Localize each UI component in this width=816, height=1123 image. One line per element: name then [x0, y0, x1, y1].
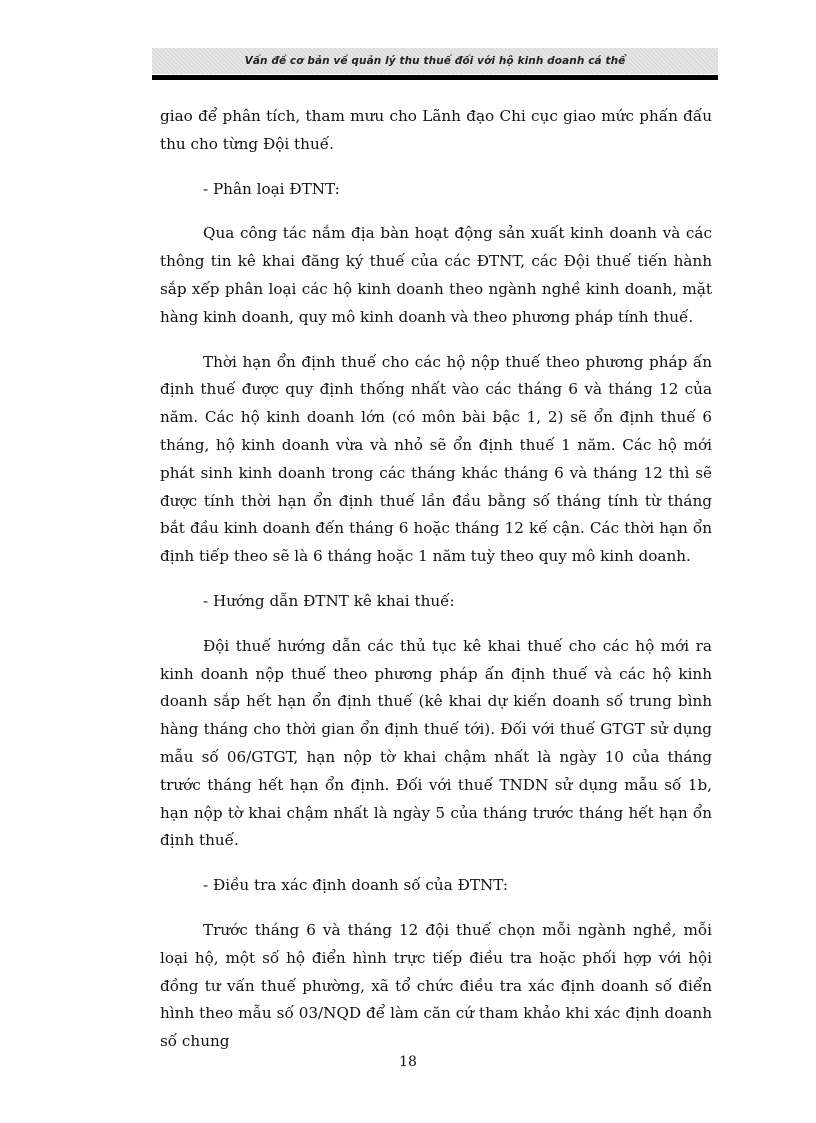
paragraph-continuation: giao để phân tích, tham mưu cho Lãnh đạo Chi cục giao mức phấn đấu thu cho từng Đội thuế.: [160, 107, 712, 153]
section-heading-classification: - Phân loại ĐTNT:: [203, 179, 340, 198]
section-heading-declaration-guidance: - Hướng dẫn ĐTNT kê khai thuế:: [203, 591, 455, 610]
running-header-title: Vấn đề cơ bản về quản lý thu thuế đối với hộ kinh doanh cá thể: [244, 55, 626, 67]
page-number: 18: [399, 1054, 417, 1070]
header-rule: [152, 75, 718, 80]
paragraph-revenue-survey: Trước tháng 6 và tháng 12 đội thuế chọn mỗi ngành nghề, mỗi loại hộ, một số hộ điển hình trực tiếp điều tra hoặc phối hợp với hội đồng tư vấn thuế phường, xã tổ chức điều tra xác định doanh số điển hình theo mẫu số 03/NQD để làm căn cứ tham khảo khi xác định doanh số chung: [160, 920, 712, 1051]
paragraph-declaration-guidance: Đội thuế hướng dẫn các thủ tục kê khai thuế cho các hộ mới ra kinh doanh nộp thuế theo phương pháp ấn định thuế và các hộ kinh doanh sắp hết hạn ổn định thuế (kê khai dự kiến doanh số trung bình hàng tháng cho thời gian ổn định thuế tới). Đối với thuế GTGT sử dụng mẫu số 06/GTGT, hạn nộp tờ khai chậm nhất là ngày 10 của tháng trước tháng hết hạn ổn định. Đối với thuế TNDN sử dụng mẫu số 1b, hạn nộp tờ khai chậm nhất là ngày 5 của tháng trước tháng hết hạn ổn định thuế.: [160, 636, 712, 850]
paragraph-stabilization-period: Thời hạn ổn định thuế cho các hộ nộp thuế theo phương pháp ấn định thuế được quy định thống nhất vào các tháng 6 và tháng 12 của năm. Các hộ kinh doanh lớn (có môn bài bậc 1, 2) sẽ ổn định thuế 6 tháng, hộ kinh doanh vừa và nhỏ sẽ ổn định thuế 1 năm. Các hộ mới phát sinh kinh doanh trong các tháng khác tháng 6 và tháng 12 thì sẽ được tính thời hạn ổn định thuế lần đầu bằng số tháng tính từ tháng bắt đầu kinh doanh đến tháng 6 hoặc tháng 12 kế cận. Các thời hạn ổn định tiếp theo sẽ là 6 tháng hoặc 1 năm tuỳ theo quy mô kinh doanh.: [160, 352, 712, 566]
paragraph-classification: Qua công tác nắm địa bàn hoạt động sản xuất kinh doanh và các thông tin kê khai đăng ký thuế của các ĐTNT, các Đội thuế tiến hành sắp xếp phân loại các hộ kinh doanh theo ngành nghề kinh doanh, mặt hàng kinh doanh, quy mô kinh doanh và theo phương pháp tính thuế.: [160, 224, 712, 326]
page-body: [160, 103, 712, 1073]
running-header: [152, 48, 718, 74]
section-heading-revenue-survey: - Điều tra xác định doanh số của ĐTNT:: [203, 876, 508, 895]
